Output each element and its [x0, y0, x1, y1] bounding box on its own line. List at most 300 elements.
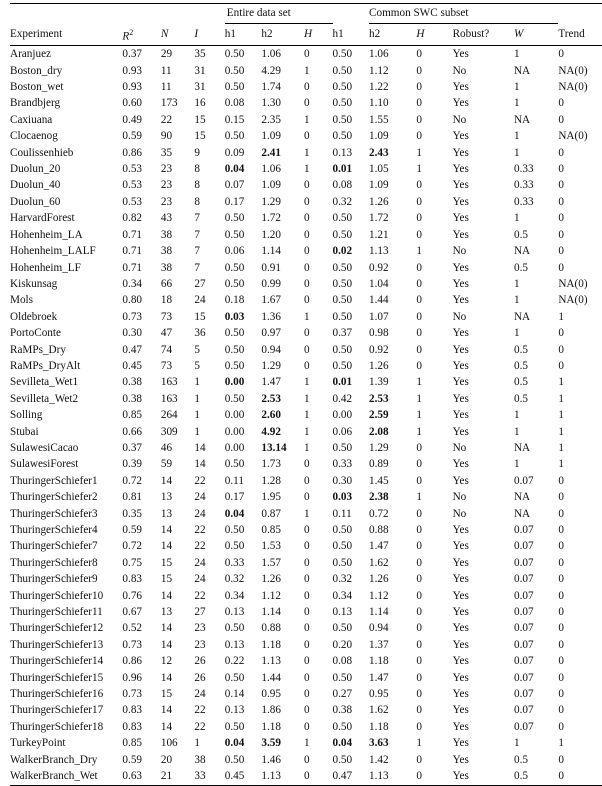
- cell-h-subset: 0: [416, 474, 422, 487]
- cell-h-subset: 1: [416, 737, 422, 750]
- table-row: [10, 538, 602, 554]
- cell-h2-subset: 1.55: [369, 113, 389, 126]
- cell-n: 173: [160, 97, 178, 110]
- cell-h1-subset: 0.13: [332, 146, 353, 159]
- table-row: [10, 456, 602, 472]
- table-row: [10, 374, 602, 390]
- cell-r2: 0.38: [122, 392, 142, 405]
- cell-robust: Yes: [452, 524, 469, 537]
- cell-h-subset: 0: [416, 622, 422, 635]
- cell-trend: NA(0): [558, 81, 588, 94]
- cell-h1-subset: 0.27: [332, 688, 353, 701]
- cell-h1: 0.04: [224, 737, 245, 750]
- cell-h2-subset: 2.38: [369, 491, 389, 504]
- cell-h2: 0.85: [261, 524, 281, 537]
- cell-robust: Yes: [453, 768, 514, 785]
- cell-robust: No: [452, 491, 467, 504]
- cell-w: 1: [513, 327, 520, 340]
- cell-w: 0.07: [513, 606, 534, 619]
- cell-w: NA: [513, 64, 531, 77]
- cell-h1-subset: 0.13: [332, 606, 353, 619]
- cell-w: 0.5: [513, 228, 528, 241]
- cell-h2: 1.12: [261, 589, 281, 602]
- cell-i: 22: [194, 704, 206, 717]
- cell-h2-subset: 1.18: [369, 655, 389, 668]
- cell-trend: 0: [558, 491, 564, 504]
- cell-w: 0.33: [513, 195, 534, 208]
- cell-i: 7: [194, 261, 200, 274]
- cell-h: 1: [303, 146, 310, 159]
- cell-h2: 1.29: [261, 359, 281, 372]
- cell-h: 0: [303, 474, 310, 487]
- cell-trend: 0: [558, 768, 602, 785]
- cell-w: 1: [513, 81, 520, 94]
- cell-experiment: ThuringerSchiefer18: [10, 720, 104, 733]
- cell-h1: 0.13: [224, 606, 245, 619]
- cell-trend: 0: [558, 688, 564, 701]
- cell-h: 0: [303, 130, 310, 143]
- table-row: [10, 260, 602, 276]
- col-h: H: [304, 24, 333, 46]
- cell-w: 0.07: [513, 474, 534, 487]
- cell-i: 27: [194, 606, 206, 619]
- col-r2: $R^2$: [122, 24, 160, 46]
- cell-n: 90: [160, 130, 173, 143]
- cell-h1-subset: 0.50: [332, 113, 353, 126]
- cell-robust: Yes: [452, 720, 469, 733]
- cell-h: 0: [303, 655, 310, 668]
- cell-r2: 0.86: [122, 655, 142, 668]
- cell-i: 23: [194, 638, 206, 651]
- cell-h2-subset: 2.08: [369, 425, 389, 438]
- cell-robust: No: [452, 441, 467, 454]
- cell-h2: 1.09: [261, 130, 281, 143]
- table-row: [10, 276, 602, 292]
- cell-h1: 0.03: [224, 310, 245, 323]
- cell-w: 0.5: [513, 376, 528, 389]
- cell-h2-subset: 0.94: [369, 622, 389, 635]
- cell-experiment: SulawesiCacao: [10, 441, 79, 454]
- cell-experiment: Coulissenhieb: [10, 146, 74, 159]
- cell-r2: 0.73: [122, 310, 142, 323]
- cell-trend: 0: [558, 113, 564, 126]
- cell-n: 73: [160, 310, 173, 323]
- cell-n: 66: [160, 277, 173, 290]
- cell-n: 14: [160, 671, 173, 684]
- cell-r2: 0.63: [122, 768, 160, 785]
- table-row: [10, 325, 602, 341]
- table-row: [10, 768, 602, 785]
- cell-w: 0.5: [513, 392, 528, 405]
- cell-h1-subset: 0.01: [332, 163, 353, 176]
- cell-h1: 0.50: [224, 130, 245, 143]
- cell-trend: 0: [558, 671, 564, 684]
- cell-r2: 0.85: [122, 737, 142, 750]
- cell-h2-subset: 1.12: [369, 64, 389, 77]
- cell-i: 26: [194, 671, 206, 684]
- cell-h-subset: 1: [416, 163, 422, 176]
- cell-trend: 1: [558, 376, 564, 389]
- cell-h2-subset: 2.53: [369, 392, 389, 405]
- cell-experiment: Sevilleta_Wet1: [10, 376, 79, 389]
- col-h2b: h2: [369, 24, 416, 46]
- cell-h1: 0.50: [224, 359, 245, 372]
- cell-h1-subset: 0.04: [332, 737, 353, 750]
- cell-h2: 1.18: [261, 638, 281, 651]
- cell-r2: 0.71: [122, 228, 142, 241]
- cell-trend: NA(0): [558, 294, 588, 307]
- cell-h1: 0.00: [224, 441, 245, 454]
- cell-trend: 0: [558, 179, 564, 192]
- cell-r2: 0.59: [122, 753, 142, 766]
- cell-h-subset: 0: [416, 573, 422, 586]
- table-row: [10, 752, 602, 768]
- table-row: [10, 309, 602, 325]
- cell-n: 15: [160, 556, 173, 569]
- cell-trend: 0: [558, 720, 564, 733]
- cell-robust: Yes: [452, 179, 469, 192]
- cell-h2: 3.59: [261, 737, 281, 750]
- cell-n: 14: [160, 474, 173, 487]
- cell-h-subset: 0: [416, 195, 422, 208]
- cell-trend: NA(0): [558, 277, 588, 290]
- table-row: [10, 637, 602, 653]
- cell-r2: 0.52: [122, 622, 142, 635]
- cell-h-subset: 0: [416, 688, 422, 701]
- cell-h2-subset: 3.63: [369, 737, 389, 750]
- cell-r2: 0.93: [122, 81, 142, 94]
- cell-n: 14: [160, 638, 173, 651]
- cell-n: 14: [160, 540, 173, 553]
- cell-h1: 0.07: [224, 179, 245, 192]
- cell-h: 0: [303, 622, 310, 635]
- cell-r2: 0.83: [122, 704, 142, 717]
- cell-h-subset: 1: [416, 425, 422, 438]
- cell-h2: 1.06: [261, 163, 281, 176]
- cell-n: 18: [160, 294, 173, 307]
- table-row: [10, 79, 602, 95]
- cell-r2: 0.82: [122, 212, 142, 225]
- cell-h1: 0.17: [224, 491, 245, 504]
- cell-h-subset: 0: [416, 704, 422, 717]
- cell-n: 11: [160, 64, 172, 77]
- cell-h1-subset: 0.08: [332, 179, 353, 192]
- cell-n: 23: [160, 195, 173, 208]
- table-row: [10, 670, 602, 686]
- cell-h: 0: [303, 556, 310, 569]
- cell-robust: Yes: [452, 704, 469, 717]
- cell-h1-subset: 0.33: [332, 458, 353, 471]
- cell-i: 24: [194, 688, 206, 701]
- table-row: [10, 112, 602, 128]
- cell-h1-subset: 0.50: [332, 622, 353, 635]
- cell-n: 46: [160, 441, 173, 454]
- cell-h: 0: [303, 524, 310, 537]
- cell-h-subset: 0: [416, 458, 422, 471]
- cell-w: 0.07: [513, 671, 534, 684]
- cell-h: 1: [303, 376, 310, 389]
- table-row: [10, 46, 602, 63]
- cell-h1: 0.15: [224, 113, 245, 126]
- cell-h1-subset: 0.50: [332, 343, 353, 356]
- cell-i: 24: [194, 556, 206, 569]
- cell-experiment: Sevilleta_Wet2: [10, 392, 79, 405]
- cell-experiment: Duolun_20: [10, 163, 61, 176]
- cell-i: 8: [194, 179, 200, 192]
- table-row: [10, 391, 602, 407]
- cell-experiment: Duolun_60: [10, 195, 61, 208]
- cell-h2: 1.47: [261, 376, 281, 389]
- cell-experiment: WalkerBranch_Dry: [10, 753, 98, 766]
- cell-experiment: Boston_dry: [10, 64, 63, 77]
- cell-h-subset: 0: [416, 228, 422, 241]
- cell-h-subset: 0: [416, 261, 422, 274]
- cell-w: 0.07: [513, 638, 534, 651]
- cell-h2: 1.73: [261, 458, 281, 471]
- cell-trend: 0: [558, 606, 564, 619]
- cell-w: 1: [513, 294, 520, 307]
- cell-n: 14: [160, 524, 173, 537]
- cell-w: 0.07: [513, 540, 534, 553]
- col-robust: Robust?: [453, 24, 514, 46]
- cell-experiment: TurkeyPoint: [10, 737, 66, 750]
- table-body: [10, 46, 602, 785]
- column-header-row: [10, 24, 602, 46]
- group-entire: Entire data set: [225, 4, 333, 24]
- cell-w: NA: [513, 491, 531, 504]
- cell-robust: Yes: [452, 474, 469, 487]
- cell-n: 20: [160, 753, 173, 766]
- cell-h-subset: 0: [416, 359, 422, 372]
- cell-h-subset: 0: [416, 606, 422, 619]
- cell-r2: 0.53: [122, 195, 142, 208]
- cell-h1-subset: 0.38: [332, 704, 353, 717]
- cell-r2: 0.53: [122, 163, 142, 176]
- cell-h1: 0.04: [224, 163, 245, 176]
- cell-w: NA: [513, 507, 531, 520]
- table-row: [10, 63, 602, 79]
- cell-robust: Yes: [452, 589, 469, 602]
- cell-r2: 0.71: [122, 245, 142, 258]
- cell-w: 0.07: [513, 573, 534, 586]
- cell-h2: 1.28: [261, 474, 281, 487]
- cell-h1: 0.50: [224, 64, 245, 77]
- cell-r2: 0.53: [122, 179, 142, 192]
- cell-i: 26: [194, 655, 206, 668]
- cell-h1-subset: 0.47: [333, 768, 370, 785]
- cell-w: 0.07: [513, 704, 534, 717]
- table-row: [10, 653, 602, 669]
- cell-trend: 0: [558, 97, 564, 110]
- col-trend: Trend: [558, 24, 602, 46]
- cell-experiment: ThuringerSchiefer9: [10, 573, 98, 586]
- cell-i: 24: [194, 573, 206, 586]
- cell-trend: 1: [558, 458, 564, 471]
- cell-trend: 0: [558, 327, 564, 340]
- cell-robust: Yes: [452, 409, 469, 422]
- cell-trend: 1: [558, 310, 564, 323]
- cell-robust: Yes: [452, 81, 469, 94]
- cell-i: 22: [194, 474, 206, 487]
- cell-h1-subset: 0.50: [332, 540, 353, 553]
- cell-robust: Yes: [452, 655, 469, 668]
- cell-trend: 0: [558, 212, 564, 225]
- cell-h1: 0.50: [224, 458, 245, 471]
- cell-h2: 2.41: [261, 146, 281, 159]
- cell-h: 0: [303, 753, 310, 766]
- cell-w: NA: [513, 113, 531, 126]
- cell-h: 0: [303, 97, 310, 110]
- cell-experiment: ThuringerSchiefer3: [10, 507, 98, 520]
- cell-robust: Yes: [452, 163, 469, 176]
- cell-h: 1: [303, 113, 310, 126]
- cell-trend: 0: [558, 146, 564, 159]
- cell-h1: 0.00: [224, 376, 245, 389]
- table-row: [10, 95, 602, 111]
- cell-i: 15: [194, 130, 206, 143]
- cell-r2: 0.47: [122, 343, 142, 356]
- cell-w: NA: [513, 310, 531, 323]
- cell-h: 1: [303, 441, 310, 454]
- cell-h1: 0.50: [224, 212, 245, 225]
- cell-r2: 0.39: [122, 458, 142, 471]
- cell-robust: Yes: [452, 753, 469, 766]
- col-w: W: [514, 24, 558, 46]
- cell-r2: 0.73: [122, 638, 142, 651]
- cell-n: 47: [160, 327, 173, 340]
- cell-w: 1: [513, 409, 520, 422]
- cell-h2: 1.13: [261, 768, 304, 785]
- cell-r2: 0.80: [122, 294, 142, 307]
- cell-trend: 0: [558, 589, 564, 602]
- cell-h-subset: 1: [416, 491, 422, 504]
- cell-i: 14: [194, 458, 206, 471]
- cell-h2: 1.29: [261, 195, 281, 208]
- cell-h2: 1.95: [261, 491, 281, 504]
- cell-h1-subset: 0.50: [332, 720, 353, 733]
- cell-n: 38: [160, 245, 173, 258]
- cell-robust: Yes: [452, 195, 469, 208]
- cell-h: 0: [304, 768, 333, 785]
- cell-trend: 0: [558, 753, 564, 766]
- cell-h2: 0.97: [261, 327, 281, 340]
- cell-robust: Yes: [452, 359, 469, 372]
- cell-i: 23: [194, 622, 206, 635]
- cell-w: 0.07: [513, 622, 534, 635]
- cell-w: 0.07: [513, 655, 534, 668]
- cell-n: 163: [160, 376, 178, 389]
- cell-trend: 0: [558, 704, 564, 717]
- table-row: [10, 588, 602, 604]
- cell-h2-subset: 1.26: [369, 195, 389, 208]
- cell-trend: 1: [558, 441, 564, 454]
- cell-h2-subset: 1.21: [369, 228, 389, 241]
- cell-robust: Yes: [452, 212, 469, 225]
- cell-experiment: Brandbjerg: [10, 97, 61, 110]
- cell-h2-subset: 1.09: [369, 130, 389, 143]
- cell-h1-subset: 0.50: [332, 310, 353, 323]
- cell-h2: 1.18: [261, 720, 281, 733]
- cell-h2: 1.14: [261, 245, 281, 258]
- cell-r2: 0.60: [122, 97, 142, 110]
- cell-i: 1: [194, 392, 200, 405]
- cell-i: 7: [194, 212, 200, 225]
- cell-h2-subset: 1.62: [369, 704, 389, 717]
- cell-robust: Yes: [452, 458, 469, 471]
- cell-h1: 0.09: [224, 146, 245, 159]
- cell-h1: 0.45: [225, 768, 262, 785]
- cell-experiment: ThuringerSchiefer2: [10, 491, 98, 504]
- cell-experiment: ThuringerSchiefer14: [10, 655, 104, 668]
- cell-experiment: Hohenheim_LALF: [10, 245, 96, 258]
- cell-w: 0.5: [514, 768, 558, 785]
- cell-experiment: Hohenheim_LF: [10, 261, 81, 274]
- cell-h: 0: [303, 261, 310, 274]
- cell-h1-subset: 0.11: [332, 507, 352, 520]
- cell-h2-subset: 0.72: [369, 507, 389, 520]
- cell-h-subset: 0: [416, 277, 422, 290]
- cell-h-subset: 0: [416, 97, 422, 110]
- cell-trend: 1: [558, 425, 564, 438]
- cell-h-subset: 0: [416, 671, 422, 684]
- cell-h1: 0.34: [224, 589, 245, 602]
- cell-trend: 0: [558, 474, 564, 487]
- cell-r2: 0.49: [122, 113, 142, 126]
- cell-i: 22: [194, 540, 206, 553]
- cell-h2: 1.72: [261, 212, 281, 225]
- cell-w: 1: [513, 737, 520, 750]
- cell-h2-subset: 1.37: [369, 638, 389, 651]
- cell-h2-subset: 1.39: [369, 376, 389, 389]
- cell-robust: No: [452, 64, 467, 77]
- cell-h1-subset: 0.50: [332, 359, 353, 372]
- table-row: [10, 719, 602, 735]
- cell-h: 1: [303, 409, 310, 422]
- cell-h1: 0.22: [224, 655, 245, 668]
- cell-n: 14: [160, 720, 173, 733]
- cell-i: 24: [194, 491, 206, 504]
- cell-h-subset: 0: [416, 113, 422, 126]
- cell-h1: 0.50: [224, 48, 245, 61]
- cell-trend: 0: [558, 638, 564, 651]
- cell-h1-subset: 0.50: [332, 64, 353, 77]
- cell-robust: Yes: [452, 638, 469, 651]
- cell-h2: 0.91: [261, 261, 281, 274]
- cell-n: 14: [160, 622, 173, 635]
- cell-h-subset: 0: [416, 655, 422, 668]
- cell-i: 1: [194, 425, 200, 438]
- cell-h1-subset: 0.00: [332, 409, 353, 422]
- table-row: [10, 145, 602, 161]
- table-row: [10, 506, 602, 522]
- cell-h2: 1.20: [261, 228, 281, 241]
- cell-h2: 1.46: [261, 753, 281, 766]
- cell-h2-subset: 1.12: [369, 589, 389, 602]
- cell-i: 22: [194, 589, 206, 602]
- col-h2: h2: [261, 24, 304, 46]
- cell-h2-subset: 1.13: [369, 245, 389, 258]
- cell-h2: 4.92: [261, 425, 281, 438]
- cell-h2-subset: 0.89: [369, 458, 389, 471]
- cell-h2: 1.06: [261, 48, 281, 61]
- table-row: [10, 342, 602, 358]
- cell-trend: 0: [558, 261, 564, 274]
- cell-trend: 0: [558, 540, 564, 553]
- cell-i: 1: [194, 409, 200, 422]
- cell-r2: 0.86: [122, 146, 142, 159]
- cell-h2: 4.29: [261, 64, 281, 77]
- cell-h: 0: [303, 228, 310, 241]
